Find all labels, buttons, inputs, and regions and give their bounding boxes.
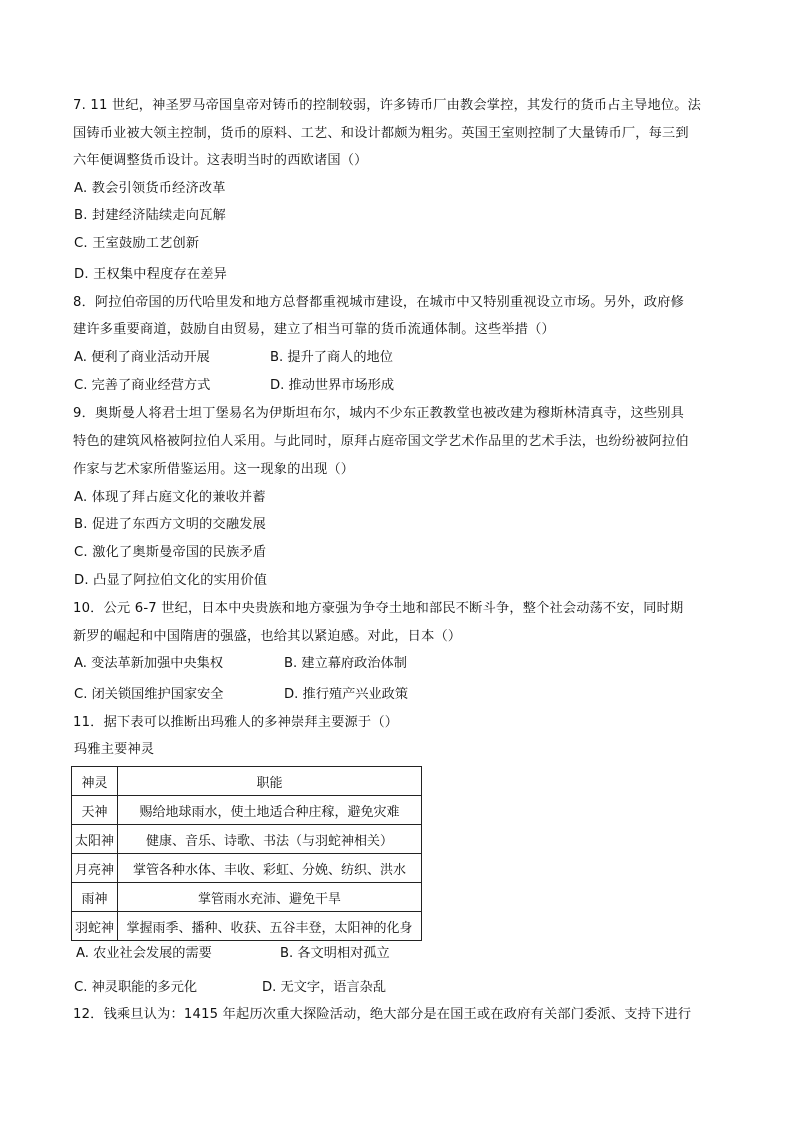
q10-stem-line-1: 10．公元 6-7 世纪，日本中央贵族和地方豪强为争夺土地和部民不断斗争，整个社会动荡不安，同时期: [73, 601, 684, 616]
table-header-cell: 神灵: [72, 767, 118, 796]
q7-option-a: A. 教会引领货币经济改革: [74, 181, 226, 196]
q8-option-a: A. 便利了商业活动开展: [74, 350, 210, 365]
q8-option-b: B. 提升了商人的地位: [270, 350, 393, 365]
q11-option-d: D. 无文字，语言杂乱: [262, 980, 387, 995]
table-row: [72, 796, 422, 825]
q9-option-b: B. 促进了东西方文明的交融发展: [74, 517, 267, 532]
q7-stem-line-3: 六年便调整货币设计。这表明当时的西欧诸国（）: [73, 153, 368, 168]
q11-option-b: B. 各文明相对孤立: [280, 946, 390, 961]
table-cell: 天神: [72, 796, 118, 825]
q9-stem-line-3: 作家与艺术家所借鉴运用。这一现象的出现（）: [73, 462, 355, 477]
q9-stem-line-2: 特色的建筑风格被阿拉伯人采用。与此同时，原拜占庭帝国文学艺术作品里的艺术手法，也纷纷被阿拉伯: [73, 434, 689, 449]
q9-option-d: D. 凸显了阿拉伯文化的实用价值: [74, 573, 268, 588]
q7-option-b: B. 封建经济陆续走向瓦解: [74, 208, 226, 223]
q9-option-a: A. 体现了拜占庭文化的兼收并蓄: [74, 490, 266, 505]
maya-gods-table: [71, 766, 422, 941]
q11-table-title: 玛雅主要神灵: [74, 742, 155, 757]
q7-stem-line-2: 国铸币业被大领主控制，货币的原料、工艺、和设计都颇为粗劣。英国王室则控制了大量铸币厂，每三到: [73, 126, 689, 141]
q11-option-a: A. 农业社会发展的需要: [76, 946, 212, 961]
table-row: [72, 854, 422, 883]
q12-stem-line-1: 12．钱乘旦认为：1415 年起历次重大探险活动，绝大部分是在国王或在政府有关部门委派、支持下进行: [73, 1007, 692, 1022]
table-cell: 雨神: [72, 883, 118, 912]
table-row: [72, 883, 422, 912]
table-cell: 太阳神: [72, 825, 118, 854]
q11-stem: 11．据下表可以推断出玛雅人的多神崇拜主要源于（）: [73, 715, 399, 730]
table-row: [72, 825, 422, 854]
table-cell: 月亮神: [72, 854, 118, 883]
q8-stem-line-1: 8．阿拉伯帝国的历代哈里发和地方总督都重视城市建设，在城市中又特别重视设立市场。另外，政府修: [73, 295, 685, 310]
q10-option-a: A. 变法革新加强中央集权: [74, 656, 224, 671]
table-cell: 掌握雨季、播种、收获、五谷丰登，太阳神的化身: [118, 912, 422, 941]
q10-option-b: B. 建立幕府政治体制: [284, 656, 407, 671]
q10-option-d: D. 推行殖产兴业政策: [284, 687, 409, 702]
q7-stem-line-1: 7. 11 世纪，神圣罗马帝国皇帝对铸币的控制较弱，许多铸币厂由教会掌控，其发行的货币占主导地位。法: [73, 98, 701, 113]
q8-option-d: D. 推动世界市场形成: [270, 378, 395, 393]
q9-stem-line-1: 9．奥斯曼人将君士坦丁堡易名为伊斯坦布尔，城内不少东正教教堂也被改建为穆斯林清真寺，这些别具: [73, 406, 685, 421]
q8-stem-line-2: 建许多重要商道，鼓励自由贸易，建立了相当可靠的货币流通体制。这些举措（）: [73, 322, 555, 337]
q11-option-c: C. 神灵职能的多元化: [74, 980, 198, 995]
table-cell: 健康、音乐、诗歌、书法（与羽蛇神相关）: [118, 825, 422, 854]
table-cell: 羽蛇神: [72, 912, 118, 941]
q10-option-c: C. 闭关锁国维护国家安全: [74, 687, 224, 702]
q9-option-c: C. 激化了奥斯曼帝国的民族矛盾: [74, 545, 267, 560]
table-cell: 掌管雨水充沛、避免干旱: [118, 883, 422, 912]
table-header-row: [72, 767, 422, 796]
q8-option-c: C. 完善了商业经营方式: [74, 378, 211, 393]
table-row: [72, 912, 422, 941]
q10-stem-line-2: 新罗的崛起和中国隋唐的强盛，也给其以紧迫感。对此，日本（）: [73, 629, 462, 644]
q7-option-d: D. 王权集中程度存在差异: [74, 267, 228, 282]
table-header-cell: 职能: [118, 767, 422, 796]
table-cell: 掌管各种水体、丰收、彩虹、分娩、纺织、洪水: [118, 854, 422, 883]
q7-option-c: C. 王室鼓励工艺创新: [74, 236, 200, 251]
table-cell: 赐给地球雨水，使土地适合种庄稼，避免灾难: [118, 796, 422, 825]
